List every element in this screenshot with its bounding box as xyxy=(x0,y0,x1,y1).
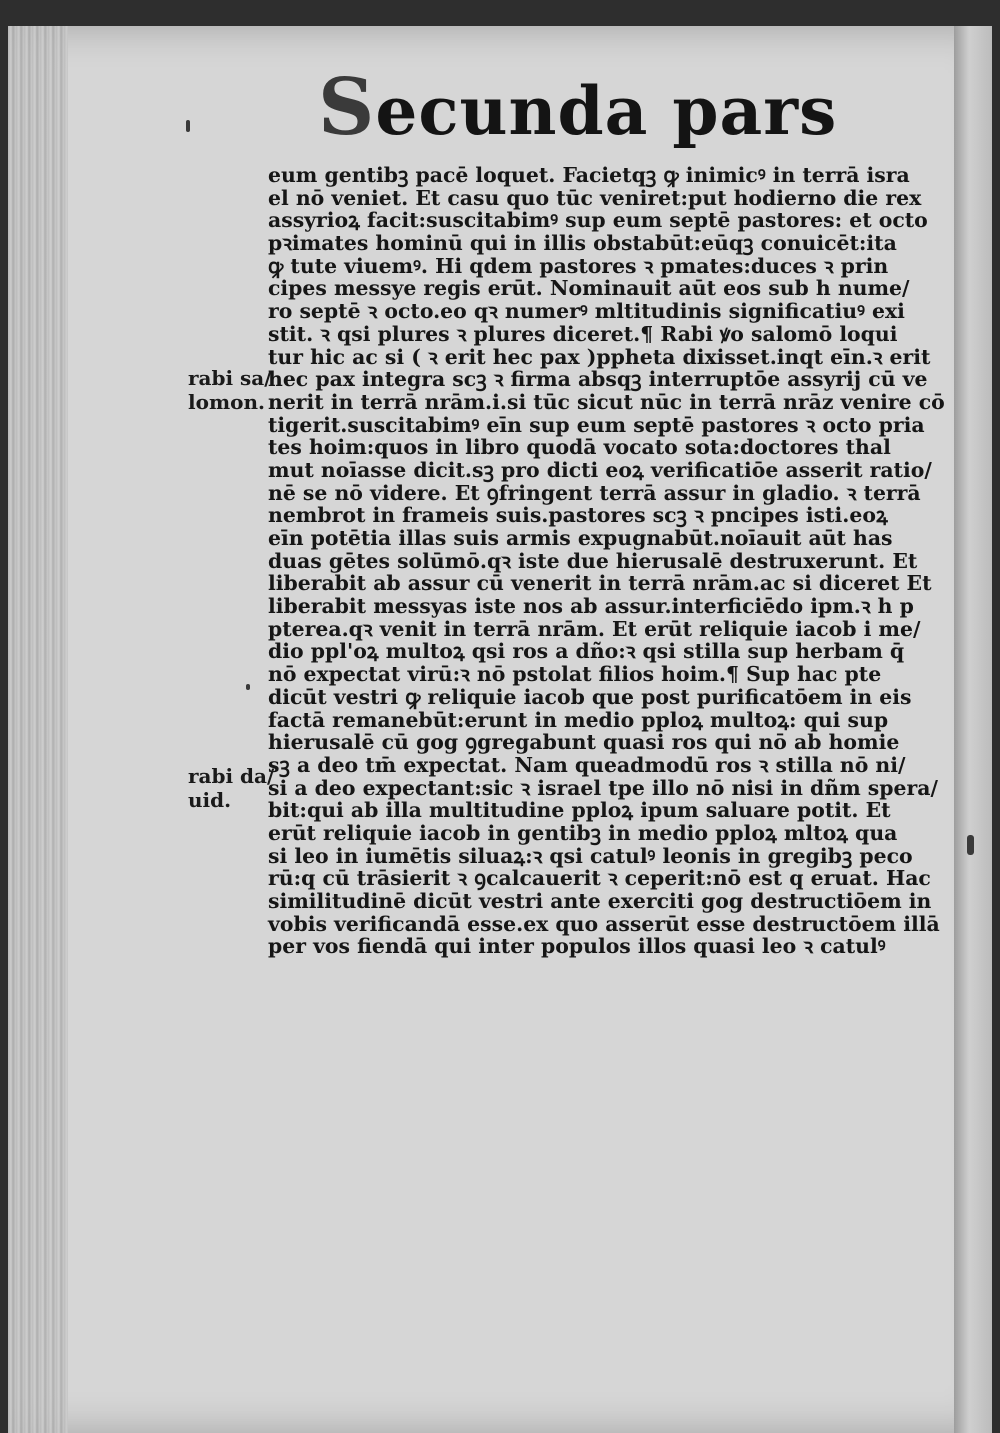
text-line: stit. ꝛ qsi plures ꝛ plures diceret.¶ Rabi ꝟo salomō loqui xyxy=(268,321,898,346)
text-line: tes hoim:quos in libro quodā vocato sota:doctores thal xyxy=(268,435,891,460)
text-line: erūt reliquie iacob in gentibꝫ in medio pploꝝ mltoꝝ qua xyxy=(268,820,898,845)
ink-speck xyxy=(186,120,190,132)
main-text-block xyxy=(268,163,945,959)
text-line: dio ppl'oꝝ multoꝝ qsi ros a dño:ꝛ qsi stilla sup herbam q̄ xyxy=(268,639,905,664)
text-line: nerit in terrā nrām.i.si tūc sicut nūc in terrā nrāz venire cō xyxy=(268,389,945,414)
text-line: cipes messye regis erūt. Nominauit aūt eos sub h nume/ xyxy=(268,276,910,301)
ink-speck xyxy=(967,835,974,855)
text-line: per vos fiendā qui inter populos illos quasi leo ꝛ catulꝰ xyxy=(268,934,886,959)
text-line: hec pax integra scꝫ ꝛ firma absqꝫ interruptōe assyrij cū ve xyxy=(268,367,928,392)
text-line: si a deo expectant:sic ꝛ israel tpe illo nō nisi in dñm spera/ xyxy=(268,775,938,800)
facing-page-edge xyxy=(954,26,992,1433)
text-line: assyrioꝝ facit:suscitabimꝰ sup eum septē pastores: et octo xyxy=(268,208,928,233)
text-line: factā remanebūt:erunt in medio pploꝝ multoꝝ: qui sup xyxy=(268,707,889,732)
text-line: sꝫ a deo tm̄ expectat. Nam queadmodū ros ꝛ stilla nō ni/ xyxy=(268,752,906,777)
text-line: bit:qui ab illa multitudine pploꝝ ipum saluare potit. Et xyxy=(268,798,891,823)
margin-note-rabi-david xyxy=(188,764,274,812)
text-line: tur hic ac si ( ꝛ erit hec pax )ppheta dixisset.inqt eīn.ꝛ erit xyxy=(268,344,931,369)
header-title: ecunda pars xyxy=(375,72,838,150)
text-line: mut noīasse dicit.sꝫ pro dicti eoꝝ verificatiōe asserit ratio/ xyxy=(268,457,932,482)
text-line: pterea.qꝛ venit in terrā nrām. Et erūt reliquie iacob i me/ xyxy=(268,616,921,641)
text-line: pꝛimates hominū qui in illis obstabūt:eūqꝫ conuicēt:ita xyxy=(268,231,897,256)
margin-note-line: rabi da/ xyxy=(188,764,275,788)
text-line: ꝙ tute viuemꝰ. Hi qdem pastores ꝛ pmates:duces ꝛ prin xyxy=(268,253,889,278)
running-header xyxy=(318,62,838,153)
margin-note-line: lomon. xyxy=(188,390,265,414)
ink-speck xyxy=(246,684,250,690)
page-edges xyxy=(8,26,68,1433)
margin-note-line: uid. xyxy=(188,788,232,812)
header-initial: S xyxy=(318,62,376,153)
margin-note-line: rabi sa/ xyxy=(188,366,272,390)
text-line: similitudinē dicūt vestri ante exerciti gog destructiōem in xyxy=(268,889,932,913)
text-line: eum gentibꝫ pacē loquet. Facietqꝫ ꝙ inimicꝰ in terrā isra xyxy=(268,163,910,187)
text-line: nembrot in frameis suis.pastores scꝫ ꝛ pncipes isti.eoꝝ xyxy=(268,503,888,528)
text-line: liberabit messyas iste nos ab assur.interficiēdo ipm.ꝛ h p xyxy=(268,594,914,619)
text-line: el nō veniet. Et casu quo tūc veniret:put hodierno die rex xyxy=(268,185,922,210)
text-line: nē se nō videre. Et ꝯfringent terrā assur in gladio. ꝛ terrā xyxy=(268,480,921,505)
text-line: duas gētes solūmō.qꝛ iste due hierusalē destruxerunt. Et xyxy=(268,548,918,573)
text-line: vobis verificandā esse.ex quo asserūt esse destructōem illā xyxy=(268,911,940,936)
text-line: liberabit ab assur cū venerit in terrā nrām.ac si diceret Et xyxy=(268,571,932,596)
text-line: rū:q cū trāsierit ꝛ ꝯcalcauerit ꝛ ceperit:nō est q eruat. Hac xyxy=(268,866,931,891)
text-line: tigerit.suscitabimꝰ eīn sup eum septē pastores ꝛ octo pria xyxy=(268,412,925,437)
text-line: nō expectat virū:ꝛ nō pstolat filios hoim.¶ Sup hac pte xyxy=(268,662,882,687)
text-line: hierusalē cū gog ꝯgregabunt quasi ros qui nō ab homie xyxy=(268,730,900,755)
margin-note-rabi-salomon xyxy=(188,366,272,414)
text-line: dicūt vestri ꝙ reliquie iacob que post purificatōem in eis xyxy=(268,684,912,709)
text-line: si leo in iumētis siluaꝝ:ꝛ qsi catulꝰ leonis in gregibꝫ peco xyxy=(268,843,913,868)
text-line: eīn potētia illas suis armis expugnabūt.noīauit aūt has xyxy=(268,526,893,550)
text-line: ro septē ꝛ octo.eo qꝛ numerꝰ mltitudinis significatiuꝰ exi xyxy=(268,299,905,324)
